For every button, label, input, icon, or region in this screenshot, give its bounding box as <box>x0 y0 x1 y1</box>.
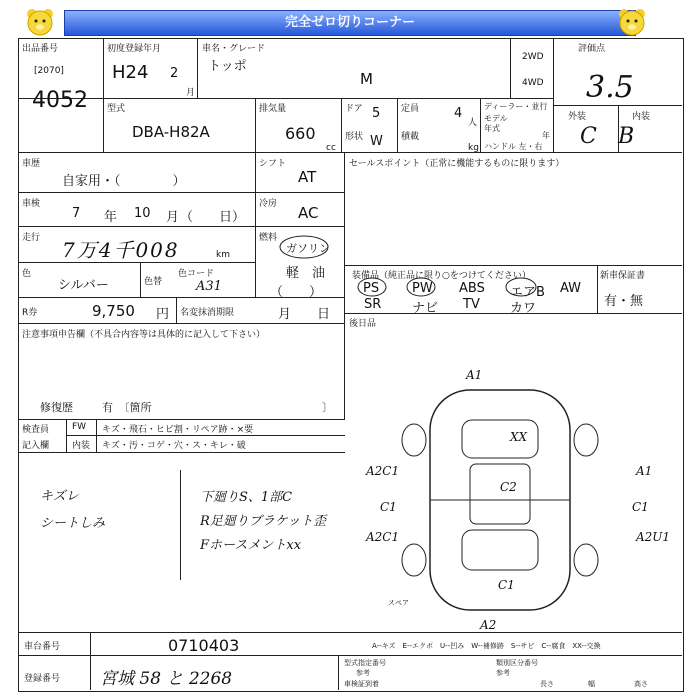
model-value: DBA-H82A <box>132 123 210 141</box>
fuel-gas-circle <box>278 234 330 260</box>
recycle-unit: 円 <box>156 307 170 322</box>
chassis-label: 車台番号 <box>24 642 61 652</box>
capacity-unit: 人 <box>468 118 478 128</box>
check-in: 内装 <box>72 441 91 451</box>
score-int: B <box>618 124 635 149</box>
mark-left-mid: C1 <box>380 500 397 514</box>
usage-value: 自家用・（ ） <box>62 174 186 189</box>
displacement-label: 排気量 <box>259 104 287 114</box>
fuel-other: （ ） <box>270 285 323 300</box>
score-label: 評価点 <box>578 44 606 54</box>
mark-right-mid: C1 <box>632 500 649 514</box>
mileage-value: 7万4千008 <box>62 238 180 262</box>
later-label: 後日品 <box>349 319 377 329</box>
plate-value: 宮城 58 と 2268 <box>100 669 233 689</box>
score-int-label: 内装 <box>632 112 651 122</box>
equip-aw: AW <box>560 281 582 296</box>
inspection-month-unit: 月 <box>166 210 180 225</box>
drive-2wd: 2WD <box>522 52 544 62</box>
score-value: 3.5 <box>586 70 634 105</box>
dealer-l5: ハンドル 左・右 <box>484 142 543 151</box>
load-label: 積載 <box>401 132 420 142</box>
equip-leather: カワ <box>510 301 537 316</box>
footer-g: 高さ <box>634 680 648 688</box>
mark-right-front: A1 <box>636 464 653 478</box>
drive-4wd: 4WD <box>522 78 544 88</box>
transfer-value: 有・無 <box>604 294 644 309</box>
color-code: A31 <box>196 279 222 294</box>
cooler-value: AC <box>298 204 319 222</box>
footer-f: 幅 <box>588 680 595 688</box>
mark-rear: A2 <box>480 618 497 632</box>
note-left-1: キズレ <box>40 489 79 504</box>
footer-a: 型式指定番号 <box>344 659 386 667</box>
repair-end: 〕 <box>322 401 333 414</box>
repair-value: 有 〔箇所 <box>102 401 152 414</box>
reg-month-unit: 月 <box>186 88 196 98</box>
model-label: 型式 <box>107 104 126 114</box>
notes-label: 注意事項申告欄（不具合内容等は具体的に記入して下さい） <box>22 330 266 340</box>
check-fw-items: キズ・飛石・ヒビ割・リペア跡・×要 <box>102 425 254 435</box>
equip-ps: PS <box>363 281 380 296</box>
mark-rear-door: C1 <box>498 578 515 592</box>
load-unit: kg <box>468 143 479 153</box>
shape-label: 形状 <box>345 132 364 142</box>
mark-left-rear: A2C1 <box>366 530 400 544</box>
equip-airbag: エアB <box>510 285 545 300</box>
recycle-label: R券 <box>22 308 38 318</box>
transfer-label: 新車保証書 <box>600 271 646 281</box>
capacity-value: 4 <box>454 106 463 121</box>
reg-month: 2 <box>170 66 179 81</box>
bear-mascot-icon <box>22 6 58 36</box>
tone-label: 色替 <box>144 277 163 287</box>
equip-pw-circle <box>405 276 437 298</box>
chassis-value: 0710403 <box>168 636 240 655</box>
mark-roof-front: XX <box>510 430 528 444</box>
check-in-items: キズ・汚・コゲ・穴・ス・キレ・破 <box>102 441 246 451</box>
recycle-deadline-unit: 月 日 <box>278 307 331 322</box>
car-grade: M <box>360 70 373 88</box>
note-right-2: R足廻りブラケット歪 <box>200 514 327 529</box>
note-right-3: Fホースメントxx <box>200 538 302 553</box>
note-right-1: 下廻りS、1部C <box>200 490 293 505</box>
shift-value: AT <box>298 168 317 186</box>
inspection-label: 車検 <box>22 199 41 209</box>
capacity-label: 定員 <box>401 104 420 114</box>
recycle-value: 9,750 <box>92 302 135 320</box>
reg-label: 初度登録年月 <box>107 44 162 54</box>
recycle-deadline-label: 名変抹消期限 <box>180 308 235 318</box>
fuel-diesel: 軽 油 <box>286 266 326 281</box>
score-ext-label: 外装 <box>568 112 587 122</box>
fuel-label: 燃料 <box>259 233 278 243</box>
check-fw: FW <box>72 422 87 432</box>
footer-d: 車検証到着 <box>344 680 379 688</box>
inspection-day-unit: （ 日） <box>180 210 246 225</box>
inspection-month: 10 <box>134 206 151 221</box>
footer-c: 類別区分番号 <box>496 659 538 667</box>
equip-pw: PW <box>412 281 433 296</box>
displacement-unit: cc <box>326 143 336 153</box>
dealer-l3: 年式 <box>484 124 500 133</box>
equip-airbag-circle <box>504 276 538 298</box>
header <box>0 6 700 38</box>
dealer-l2: モデル <box>484 114 508 123</box>
reg-era: H24 <box>112 62 149 83</box>
displacement-value: 660 <box>285 124 316 143</box>
equip-tv: TV <box>463 297 480 312</box>
score-ext: C <box>580 124 597 149</box>
check-label-1: 検査員 <box>22 425 50 435</box>
header-title: 完全ゼロ切りコーナー <box>64 10 636 36</box>
equip-ps-circle <box>356 276 388 298</box>
bear-mascot-icon-right <box>614 6 650 36</box>
check-label-2: 記入欄 <box>22 441 50 451</box>
sales-label: セールスポイント（正常に機能するものに限ります） <box>349 159 565 169</box>
lot-number: 4052 <box>32 88 88 113</box>
note-left-2: シートしみ <box>40 516 106 531</box>
legend: A--キズ E--エクボ U--凹み W--補修跡 S--サビ C--腐食 XX--交換 <box>372 642 601 650</box>
equip-navi: ナビ <box>412 301 439 316</box>
plate-label: 登録番号 <box>24 674 61 684</box>
lot-sub: [2070] <box>34 66 64 76</box>
color-code-label: 色コード <box>178 269 215 279</box>
shift-label: シフト <box>259 159 287 169</box>
mark-right-rear: A2U1 <box>636 530 671 544</box>
cooler-label: 冷房 <box>259 199 278 209</box>
fuel-gas: ガソリン <box>286 242 330 255</box>
usage-label: 車歴 <box>22 159 41 169</box>
mark-roof: C2 <box>500 480 517 494</box>
footer-b: 参考 <box>356 669 370 677</box>
mark-spare: スペア <box>388 599 409 607</box>
repair-label: 修復歴 <box>40 401 73 414</box>
doors-label: ドア <box>345 104 363 114</box>
doors-value: 5 <box>372 106 381 121</box>
inspection-year: 7 <box>72 206 81 221</box>
mileage-unit: km <box>216 250 230 260</box>
mark-left-front: A2C1 <box>366 464 400 478</box>
color-value: シルバー <box>58 278 109 293</box>
car-name: トッポ <box>208 59 247 74</box>
equipment-label: 装備品（純正品に限り○をつけてください） <box>352 271 531 281</box>
dealer-l1: ディーラー・並行 <box>484 102 548 111</box>
equip-sr: SR <box>364 297 382 312</box>
equip-abs: ABS <box>459 281 485 296</box>
shape-value: W <box>370 134 383 149</box>
mileage-label: 走行 <box>22 233 41 243</box>
color-label: 色 <box>22 269 32 279</box>
footer-h: 参考 <box>496 669 510 677</box>
inspection-year-unit: 年 <box>104 210 118 225</box>
car-label: 車名・グレード <box>202 44 266 54</box>
mark-front: A1 <box>466 368 483 382</box>
dealer-l4: 年 <box>542 131 550 140</box>
footer-e: 長さ <box>540 680 554 688</box>
lot-label: 出品番号 <box>22 44 59 54</box>
